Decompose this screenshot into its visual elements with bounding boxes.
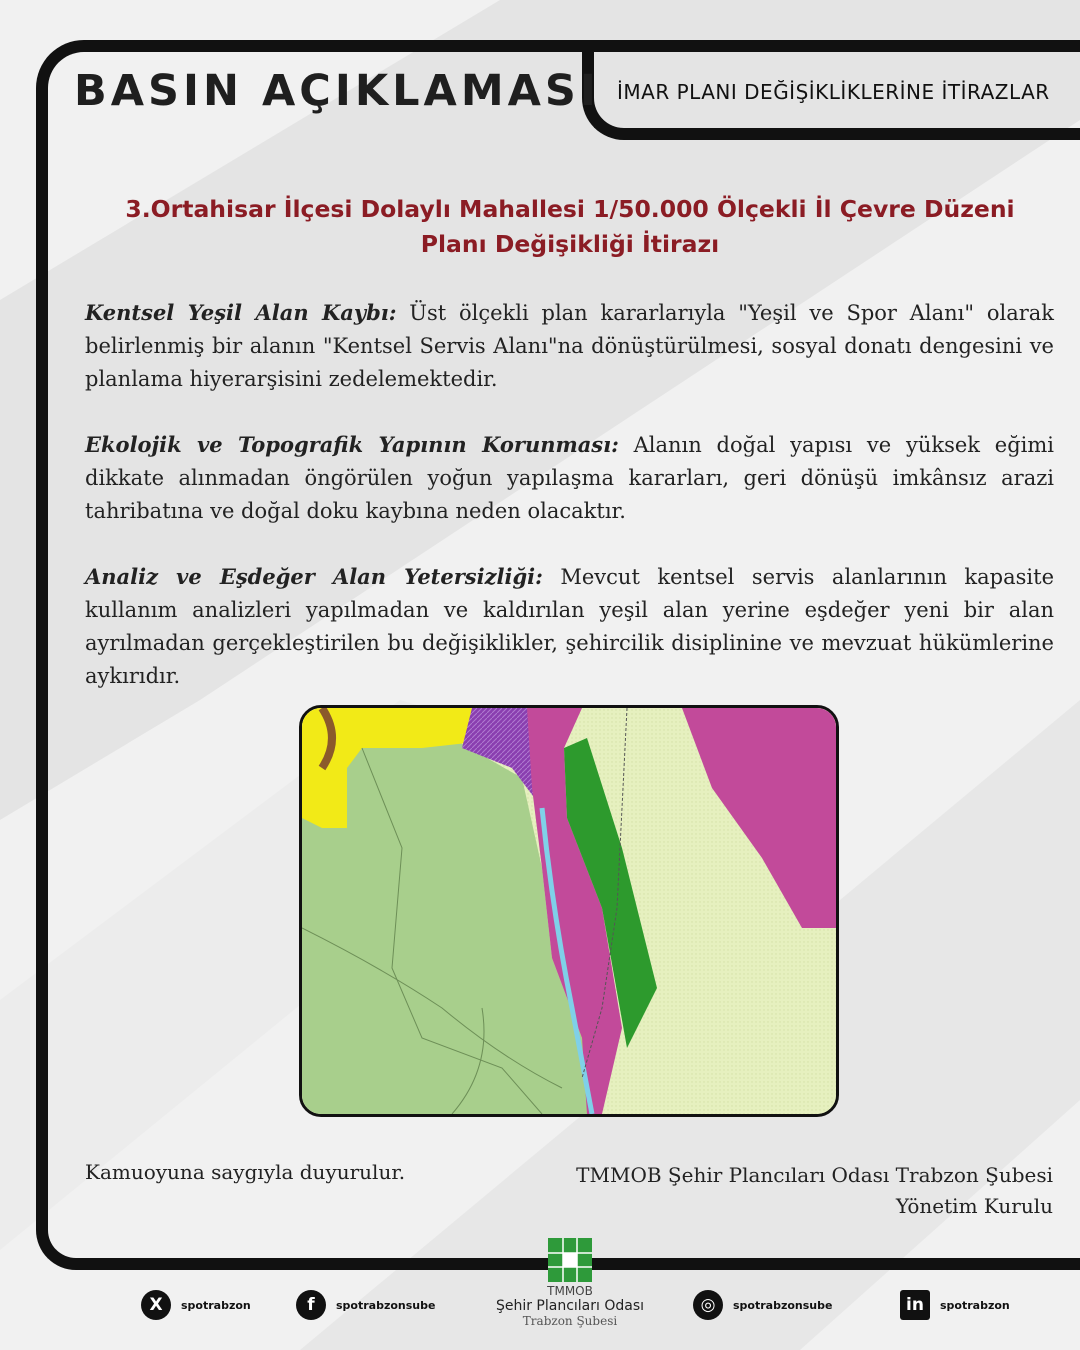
social-handle: spotrabzonsube: [336, 1298, 436, 1312]
plan-map-drawing: [302, 708, 836, 1114]
linkedin-icon: in: [900, 1290, 930, 1320]
organization-signature: [576, 1160, 1053, 1222]
plan-map-image: [299, 705, 839, 1117]
social-x[interactable]: [141, 1290, 251, 1320]
page-subtitle: İMAR PLANI DEĞİŞİKLİKLERİNE İTİRAZLAR: [617, 80, 1050, 104]
logo-line-3: Trabzon Şubesi: [522, 1314, 618, 1328]
tmmob-logo: [490, 1238, 650, 1328]
logo-line-2: Şehir Plancıları Odası: [495, 1298, 645, 1314]
social-handle: spotrabzon: [181, 1298, 251, 1312]
paragraph-text: Üst ölçekli plan kararlarıyla "Yeşil ve Spor Alanı" olarak belirlenmiş bir alanın "Kentsel Servis Alanı"na dönüştürülmesi, sosyal donatı dengesini ve planlama hiyerarşisini zedelemektedir.: [85, 301, 1055, 391]
section-heading: [80, 192, 1060, 262]
social-facebook[interactable]: [296, 1290, 435, 1320]
x-icon: X: [141, 1290, 171, 1320]
facebook-icon: f: [296, 1290, 326, 1320]
org-board: Yönetim Kurulu: [895, 1194, 1053, 1218]
social-instagram[interactable]: [693, 1290, 832, 1320]
page-title: BASIN AÇIKLAMASI: [74, 66, 600, 116]
heading-line-2: Planı Değişikliği İtirazı: [420, 230, 720, 258]
logo-grid-icon: [548, 1238, 592, 1282]
logo-line-1: TMMOB: [547, 1284, 593, 1298]
paragraph-lead: Ekolojik ve Topografik Yapının Korunması:: [85, 432, 619, 457]
paragraph-ecology: [85, 428, 1054, 528]
social-handle: spotrabzon: [940, 1298, 1010, 1312]
paragraph-text: Mevcut kentsel servis alanlarının kapasite kullanım analizleri yapılmadan ve kaldırılan yeşil alan yerine eşdeğer yeni bir alan ayrılmadan gerçekleştirilen bu değişiklikler, şehircilik disiplinine ve mevzuat hükümlerine aykırıdır.: [85, 565, 1055, 688]
paragraph-lead: Kentsel Yeşil Alan Kaybı:: [85, 300, 397, 325]
closing-text: Kamuoyuna saygıyla duyurulur.: [85, 1160, 406, 1184]
paragraph-green-area-loss: [85, 296, 1054, 396]
paragraph-lead: Analiz ve Eşdeğer Alan Yetersizliği:: [85, 564, 543, 589]
heading-line-1: 3.Ortahisar İlçesi Dolaylı Mahallesi 1/50.000 Ölçekli İl Çevre Düzeni: [125, 195, 1015, 223]
org-name: TMMOB Şehir Plancıları Odası Trabzon Şubesi: [576, 1163, 1053, 1187]
social-linkedin[interactable]: [900, 1290, 1010, 1320]
paragraph-text: Alanın doğal yapısı ve yüksek eğimi dikkate alınmadan öngörülen yoğun yapılaşma kararları, geri dönüşü imkânsız arazi tahribatına ve doğal doku kaybına neden olacaktır.: [85, 433, 1054, 523]
tmmob-logo-mark: [548, 1238, 592, 1282]
social-handle: spotrabzonsube: [733, 1298, 833, 1312]
paragraph-analysis: [85, 560, 1054, 693]
instagram-icon: ◎: [693, 1290, 723, 1320]
